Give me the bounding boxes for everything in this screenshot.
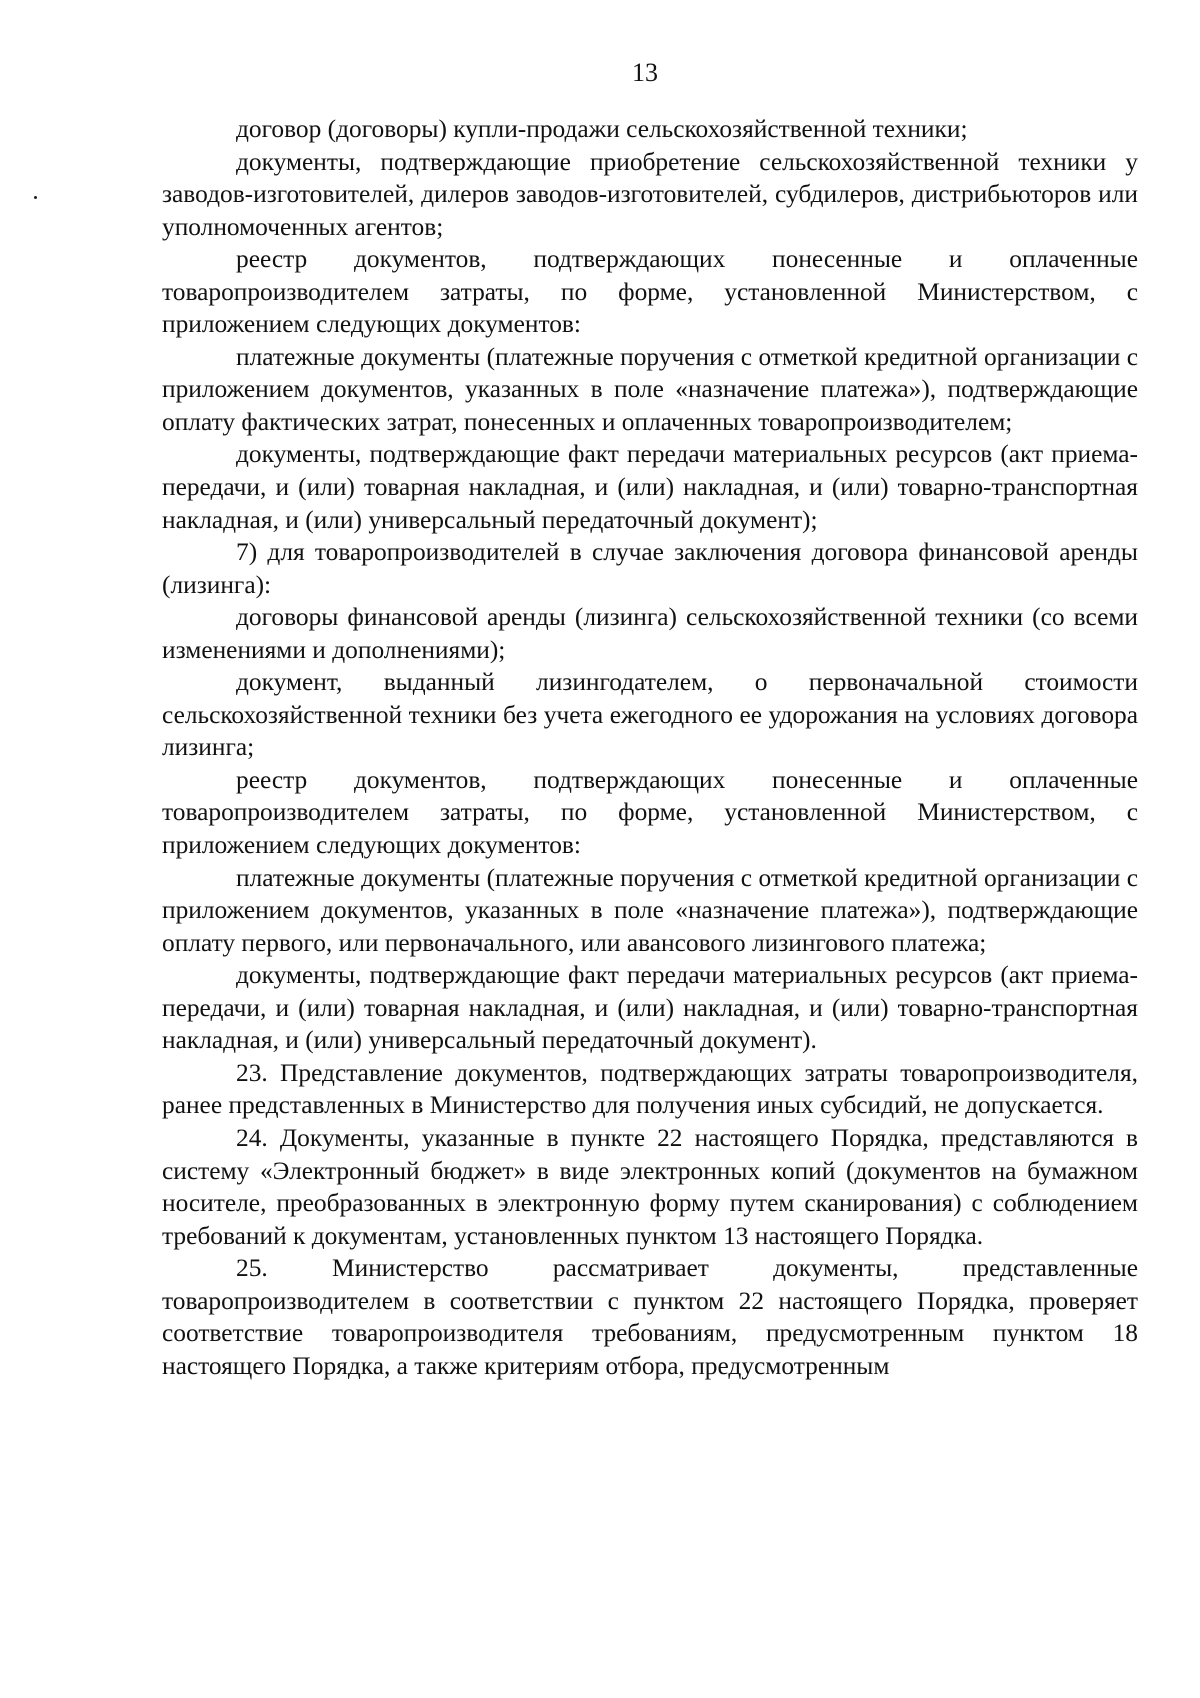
paragraph: реестр документов, подтверждающих понесенные и оплаченные товаропроизводителем затраты, по форме, установленной Министерством, с приложением следующих документов: [162,765,1138,860]
paragraph-item-23: 23. Представление документов, подтверждающих затраты товаропроизводителя, ранее представленных в Министерство для получения иных субсидий, не допускается. [162,1058,1138,1120]
paragraph: документы, подтверждающие факт передачи материальных ресурсов (акт приема-передачи, и (или) товарная накладная, и (или) накладная, и (или) товарно-транспортная накладная, и (или) универсальный передаточный документ); [162,440,1138,534]
scan-dot [34,196,37,199]
page-number: 13 [632,58,658,87]
paragraph: документы, подтверждающие факт передачи материальных ресурсов (акт приема-передачи, и (или) товарная накладная, и (или) накладная, и (или) товарно-транспортная накладная, и (или) универсальный передаточный документ). [162,961,1138,1055]
paragraph: договоры финансовой аренды (лизинга) сельскохозяйственной техники (со всеми изменениями и дополнениями); [162,603,1138,664]
paragraph: платежные документы (платежные поручения с отметкой кредитной организации с приложением документов, указанных в поле «назначение платежа»), подтверждающие оплату первого, или первоначального, или авансового лизингового платежа; [162,863,1138,957]
paragraph: 7) для товаропроизводителей в случае заключения договора финансовой аренды (лизинга): [162,538,1138,599]
paragraph: реестр документов, подтверждающих понесенные и оплаченные товаропроизводителем затраты, по форме, установленной Министерством, с приложением следующих документов: [162,245,1138,339]
paragraph: документ, выданный лизингодателем, о первоначальной стоимости сельскохозяйственной техники без учета ежегодного ее удорожания на условиях договора лизинга; [162,668,1138,762]
paragraph: договор (договоры) купли-продажи сельскохозяйственной техники; [236,115,968,143]
paragraph-item-24: 24. Документы, указанные в пункте 22 настоящего Порядка, представляются в систему «Электронный бюджет» в виде электронных копий (документов на бумажном носителе, преобразованных в электронную форму путем сканирования) с соблюдением требований к документам, установленных пунктом 13 настоящего Порядка. [162,1123,1138,1250]
paragraph-item-25: 25. Министерство рассматривает документы, представленные товаропроизводителем в соответствии с пунктом 22 настоящего Порядка, проверяет соответствие товаропроизводителя требованиям, предусмотренным пунктом 18 настоящего Порядка, а также критериям отбора, предусмотренным [162,1254,1138,1380]
document-body [162,113,1138,1382]
paragraph: платежные документы (платежные поручения с отметкой кредитной организации с приложением документов, указанных в поле «назначение платежа»), подтверждающие оплату фактических затрат, понесенных и оплаченных товаропроизводителем; [162,342,1138,436]
paragraph: документы, подтверждающие приобретение сельскохозяйственной техники у заводов-изготовителей, дилеров заводов-изготовителей, субдилеров, дистрибьюторов или уполномоченных агентов; [162,147,1138,241]
